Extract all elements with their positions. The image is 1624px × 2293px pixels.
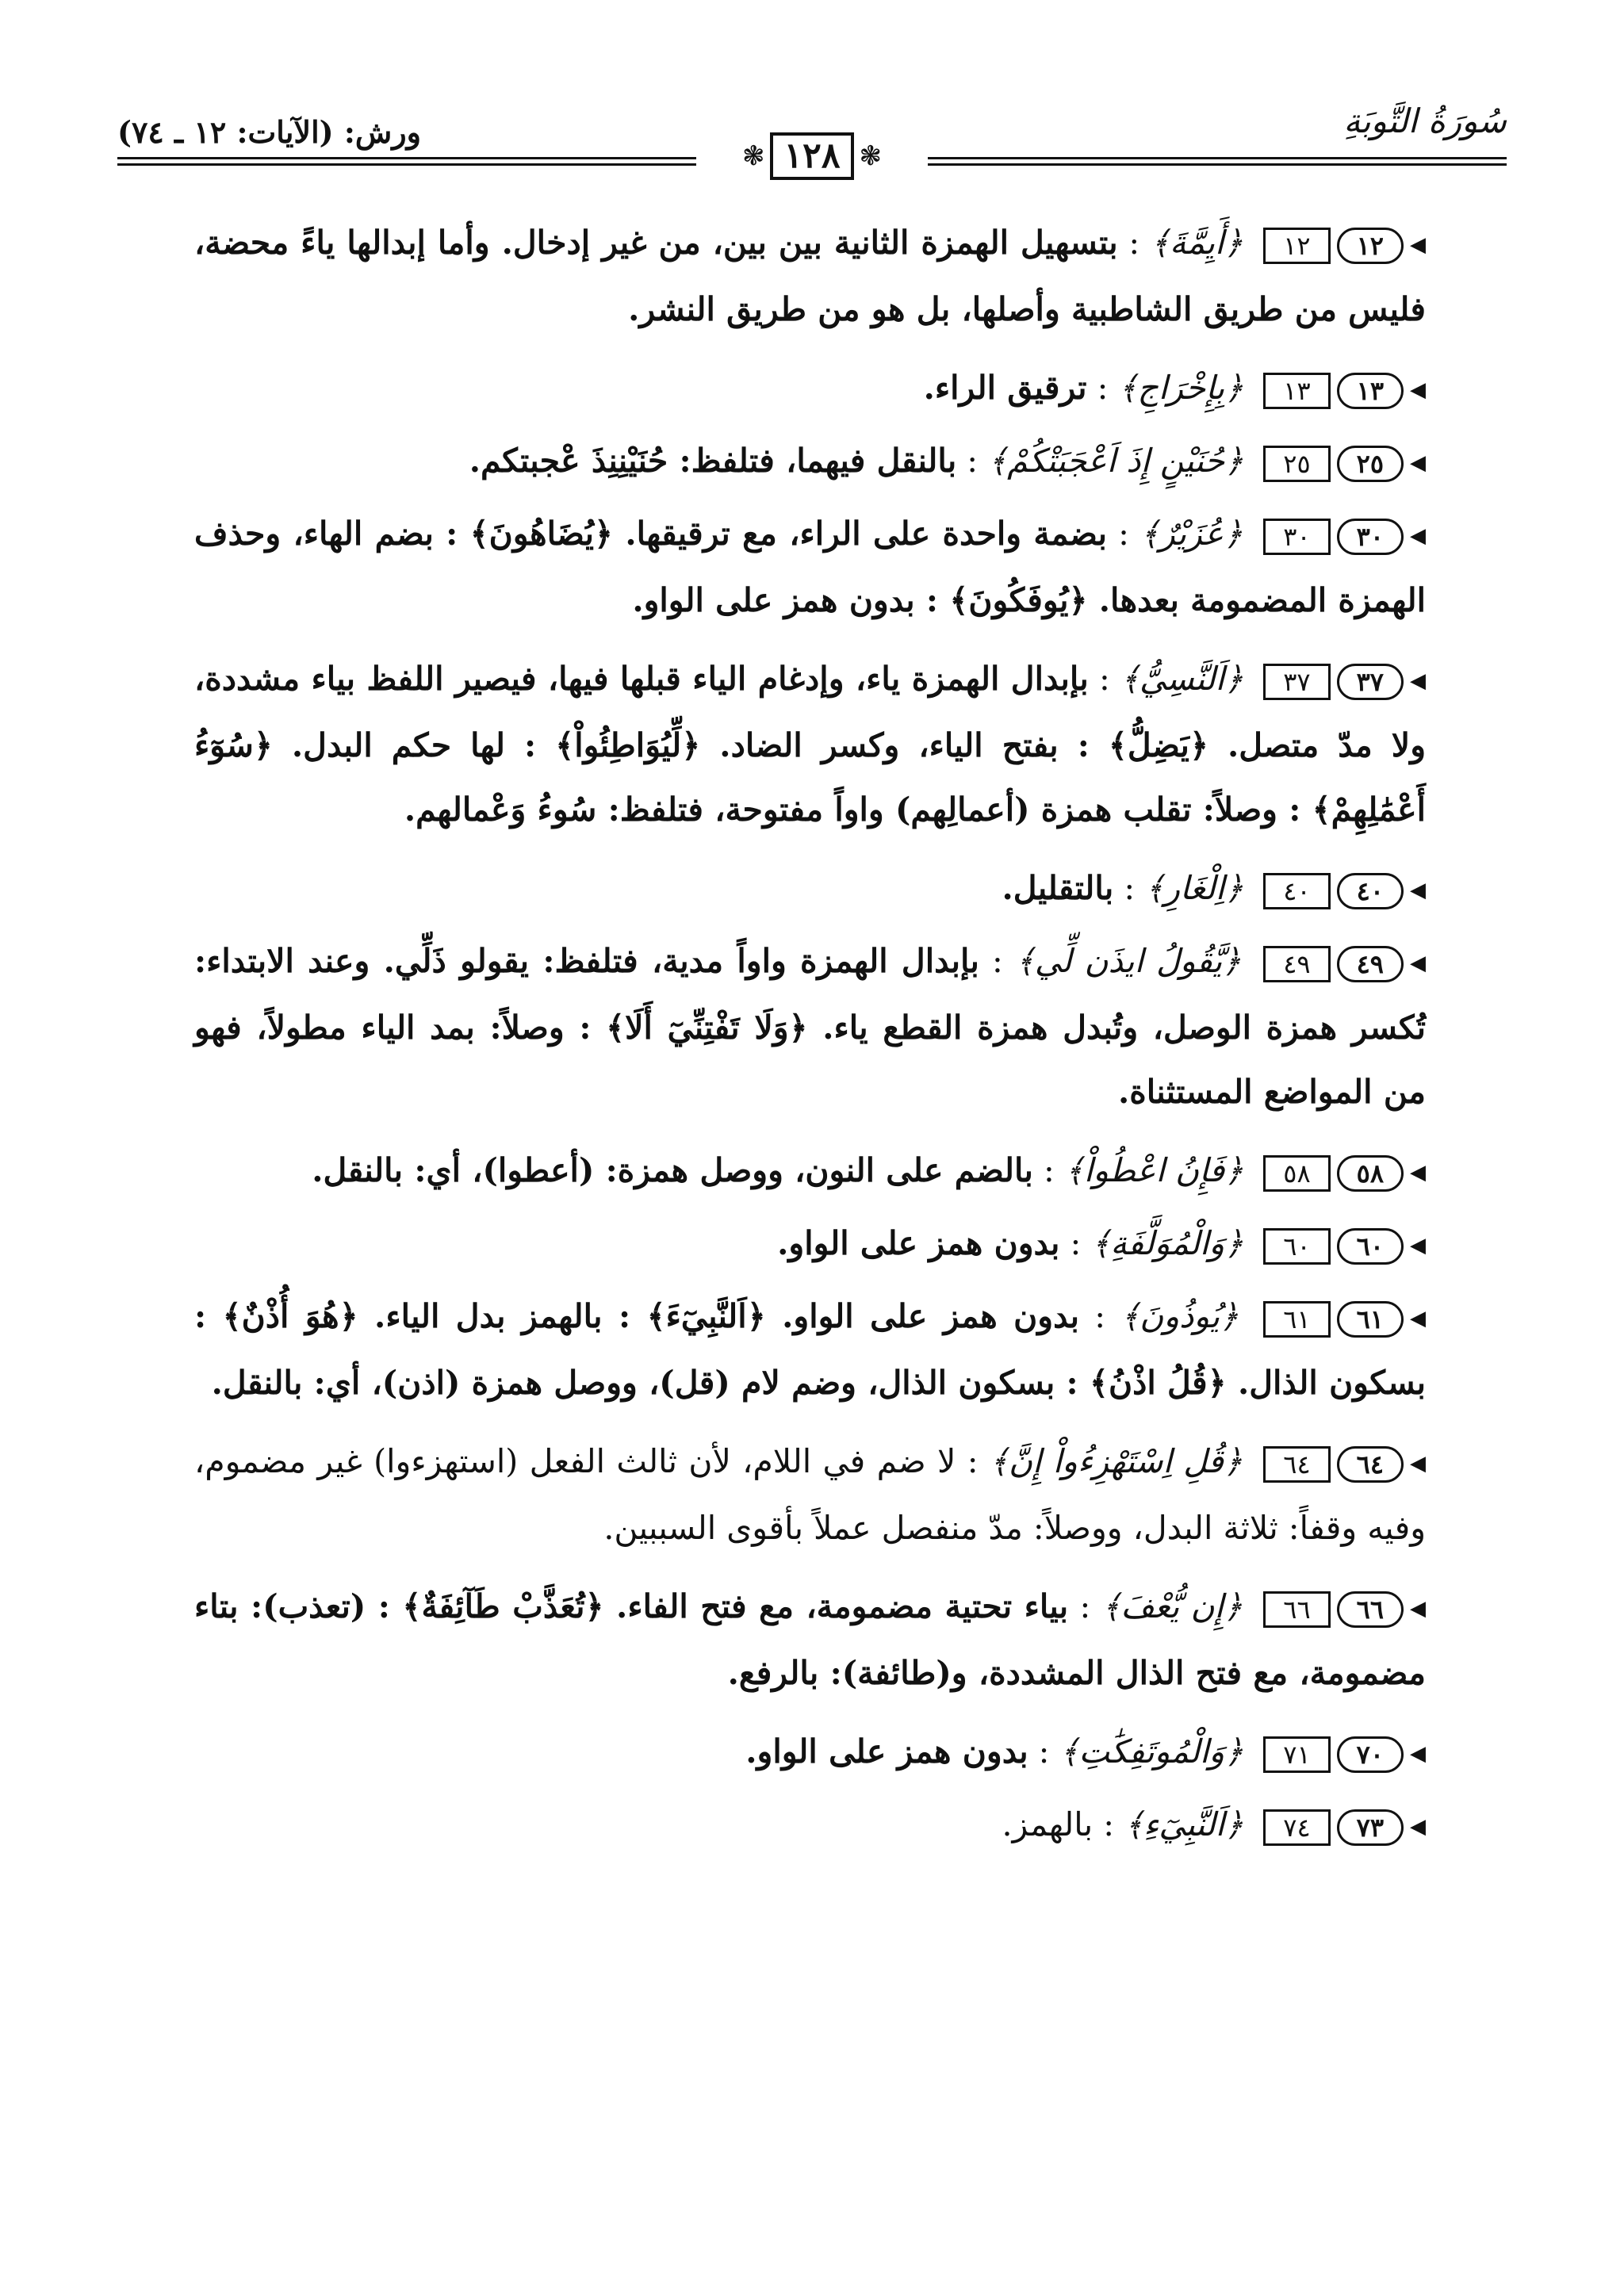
entry-text: بدون همز على الواو. xyxy=(745,1732,1028,1770)
entry-text: ترقيق الراء. xyxy=(923,369,1087,407)
entry-number: ٧٠ xyxy=(1337,1736,1404,1773)
arrow-icon: ◀ xyxy=(1410,1742,1426,1766)
entry xyxy=(194,429,1426,496)
entry-number: ٦١ xyxy=(1337,1301,1404,1338)
arrow-icon: ◀ xyxy=(1410,1161,1426,1185)
arrow-icon: ◀ xyxy=(1410,451,1426,475)
page-number: ١٢٨ xyxy=(770,132,855,180)
ayah-number: ٤٩ xyxy=(1263,946,1330,982)
arrow-icon: ◀ xyxy=(1410,378,1426,402)
entry-marker xyxy=(1263,1722,1426,1786)
entry-text: بدون همز على الواو. ﴿اَلنَّبِيٓءَ﴾ : بالهمز بدل الياء. ﴿هُوَ أُذْنٌ﴾ : بسكون الذال. ﴿قُلُ اذْنُ﴾ : بسكون الذال، وضم لام (قل)، ووصل همزة (اذن)، أي: بالنقل. xyxy=(194,1297,1426,1402)
entry-marker xyxy=(1263,1795,1426,1859)
separator: : xyxy=(1032,1151,1065,1189)
quran-word: ﴿أَيِمَّةَ﴾ xyxy=(1150,224,1243,262)
entry-text: بالتقليل. xyxy=(1002,869,1114,907)
arrow-icon: ◀ xyxy=(1410,1815,1426,1839)
entry-number: ٢٥ xyxy=(1337,446,1404,482)
separator: : xyxy=(1113,869,1146,907)
entry-number: ١٢ xyxy=(1337,228,1404,264)
entry-marker xyxy=(1263,1577,1426,1641)
arrow-icon: ◀ xyxy=(1409,233,1426,257)
entry-number: ٧٣ xyxy=(1337,1809,1404,1846)
quran-word: ﴿حُنَيْنٍ إِذَ اَعْجَبَتْكُمْ﴾ xyxy=(988,442,1244,480)
arrow-icon: ◀ xyxy=(1409,1307,1426,1330)
separator: : xyxy=(956,442,989,480)
entry xyxy=(194,647,1426,842)
entry-number: ٤٩ xyxy=(1337,946,1404,982)
header-rule-left-bottom xyxy=(117,163,696,166)
page-body xyxy=(194,211,1426,1866)
ayah-number: ٣٠ xyxy=(1263,519,1330,555)
quran-word: ﴿عُزَيْرٌ﴾ xyxy=(1139,515,1243,553)
entry-marker xyxy=(1263,504,1426,568)
entry xyxy=(194,211,1426,342)
entry-text: بالنقل فيهما، فتلفظ: حُنَيْنِنِذَ عْجبتكم. xyxy=(469,442,957,480)
ayah-number: ٧١ xyxy=(1263,1736,1330,1773)
entry xyxy=(194,1793,1426,1859)
page-number-box xyxy=(737,128,887,184)
separator: : xyxy=(1117,224,1151,262)
separator: : xyxy=(1059,1224,1092,1262)
entry xyxy=(194,1212,1426,1278)
entry-marker xyxy=(1263,859,1426,923)
quran-word: ﴿قُلِ اِسْتَهْزِءُواْ إِنَّ﴾ xyxy=(989,1442,1243,1480)
entry-marker xyxy=(1263,649,1426,714)
entry-marker xyxy=(1263,1141,1426,1205)
entry-text: لا ضم في اللام، لأن ثالث الفعل (استهزءوا) غير مضموم، وفيه وقفاً: ثلاثة البدل، ووصلاً: مدّ منفصل عملاً بأقوى السببين. xyxy=(194,1442,1426,1547)
entry-marker xyxy=(1263,358,1426,423)
entry xyxy=(194,1575,1426,1705)
arrow-icon: ◀ xyxy=(1409,951,1426,975)
entry-number: ٦٠ xyxy=(1337,1228,1404,1265)
separator: : xyxy=(1093,1805,1125,1843)
quran-word: ﴿فَإِنُ اعْطُواْ﴾ xyxy=(1064,1151,1244,1189)
quran-word: ﴿اَلنَّبِيٓءِ﴾ xyxy=(1124,1805,1244,1843)
entry xyxy=(194,1430,1426,1560)
separator: : xyxy=(956,1442,990,1480)
entry xyxy=(194,1284,1426,1415)
entry-marker xyxy=(1263,213,1426,278)
separator: : xyxy=(979,942,1016,980)
quran-word: ﴿يُوذُونَ﴾ xyxy=(1120,1297,1239,1335)
separator: : xyxy=(1079,1297,1121,1335)
entry-text: بتسهيل الهمزة الثانية بين بين، من غير إدخال. وأما إبدالها ياءً محضة، فليس من طريق الشاطبية وأصلها، بل هو من طريق النشر. xyxy=(194,224,1426,328)
entry-marker xyxy=(1263,1432,1426,1496)
ornament-icon: ❃ xyxy=(742,140,765,172)
quran-word: ﴿يَّقُولُ ايذَن لِّي﴾ xyxy=(1015,942,1242,980)
header-rule-left-top xyxy=(117,157,696,159)
ayah-number: ٤٠ xyxy=(1263,873,1330,909)
entry-text: بإبدال الهمزة ياء، وإدغام الياء قبلها فيها، فيصير اللفظ بياء مشددة، ولا مدّ متصل. ﴿يَضِلُّ﴾ : بفتح الياء، وكسر الضاد. ﴿لِّيُوَاطِئُواْ﴾ : لها حكم البدل. ﴿سُوٓءُ أَعْمَٰلِهِمْ﴾ : وصلاً: تقلب همزة (أعمالِهم) واواً مفتوحة، فتلفظ: سُوءُ وَعْمالهم. xyxy=(194,660,1426,829)
arrow-icon: ◀ xyxy=(1410,879,1426,902)
entry-number: ٦٦ xyxy=(1337,1591,1404,1628)
entry-number: ٤٠ xyxy=(1337,873,1404,909)
entry xyxy=(194,356,1426,423)
separator: : xyxy=(1086,369,1119,407)
entry-number: ٦٤ xyxy=(1337,1446,1404,1483)
page-header xyxy=(117,95,1507,176)
arrow-icon: ◀ xyxy=(1409,669,1426,693)
ayah-number: ٦٦ xyxy=(1263,1591,1330,1628)
quran-word: ﴿اِلْغَارِ﴾ xyxy=(1145,869,1244,907)
entry-text: بالهمز. xyxy=(1002,1805,1094,1843)
entry xyxy=(194,1139,1426,1205)
entry-number: ١٣ xyxy=(1337,373,1404,409)
separator: : xyxy=(1107,515,1140,553)
separator: : xyxy=(1068,1587,1102,1625)
ayah-number: ٣٧ xyxy=(1263,664,1330,700)
quran-word: ﴿إِن يُّعْفَ﴾ xyxy=(1101,1587,1243,1625)
entry xyxy=(194,502,1426,633)
ayah-number: ١٣ xyxy=(1263,373,1330,409)
entry-marker xyxy=(1263,932,1426,996)
ayah-number: ٦٠ xyxy=(1263,1228,1330,1265)
entry-text: بدون همز على الواو. xyxy=(777,1224,1060,1262)
entry xyxy=(194,929,1426,1124)
ayah-number: ٥٨ xyxy=(1263,1155,1330,1192)
arrow-icon: ◀ xyxy=(1410,1597,1426,1621)
separator: : xyxy=(1088,660,1120,698)
arrow-icon: ◀ xyxy=(1410,1234,1426,1258)
entry-number: ٥٨ xyxy=(1337,1155,1404,1192)
separator: : xyxy=(1028,1732,1060,1770)
header-rule-right-top xyxy=(928,157,1507,159)
entry-marker xyxy=(1263,1287,1426,1351)
entry-text: بإبدال الهمزة واواً مدية، فتلفظ: يقولو ذَلِّي. وعند الابتداء: تُكسر همزة الوصل، وتُبدل همزة القطع ياء. ﴿وَلَا تَفْتِنِّيٓ أَلَا﴾ : وصلاً: بمد الياء مطولاً، فهو من المواضع المستثناة. xyxy=(194,942,1426,1111)
entry-text: بالضم على النون، ووصل همزة: (أعطوا)، أي: بالنقل. xyxy=(312,1151,1033,1189)
entry-text: بياء تحتية مضمومة، مع فتح الفاء. ﴿تُعَذَّبْ طَآئِفَةٌ﴾ : (تعذب): بتاء مضمومة، مع فتح الذال المشددة، و(طائفة): بالرفع. xyxy=(194,1587,1426,1692)
entry-marker xyxy=(1263,431,1426,496)
ayah-number: ٦١ xyxy=(1263,1301,1330,1338)
quran-word: ﴿بِإِخْرَاجِ﴾ xyxy=(1118,369,1244,407)
entry-number: ٣٧ xyxy=(1337,664,1404,700)
entry-number: ٣٠ xyxy=(1337,519,1404,555)
entry xyxy=(194,1720,1426,1786)
ayah-number: ٧٤ xyxy=(1263,1809,1330,1846)
ayah-number: ٢٥ xyxy=(1263,446,1330,482)
riwaya-range: ورش: (الآيات: ١٢ ـ ٧٤) xyxy=(117,114,421,150)
quran-word: ﴿اَلنَّسِيُّ﴾ xyxy=(1120,660,1244,698)
arrow-icon: ◀ xyxy=(1410,524,1426,548)
entry-marker xyxy=(1263,1214,1426,1278)
entry-text: بضمة واحدة على الراء، مع ترقيقها. ﴿يُضَاهُونَ﴾ : بضم الهاء، وحذف الهمزة المضمومة بعدها. ﴿يُوفَكُونَ﴾ : بدون همز على الواو. xyxy=(194,515,1426,619)
entry xyxy=(194,856,1426,923)
quran-word: ﴿وَالْمُوَلَّفَةِ﴾ xyxy=(1091,1224,1244,1262)
header-rule-right-bottom xyxy=(928,163,1507,166)
surah-title: سُورَةُ التَّوبَةِ xyxy=(1343,101,1507,140)
arrow-icon: ◀ xyxy=(1410,1452,1426,1476)
quran-word: ﴿وَالْمُوتَفِكَٰتِ﴾ xyxy=(1059,1732,1244,1770)
ayah-number: ٦٤ xyxy=(1263,1446,1330,1483)
ayah-number: ١٢ xyxy=(1263,228,1330,264)
ornament-icon: ❃ xyxy=(859,140,882,172)
